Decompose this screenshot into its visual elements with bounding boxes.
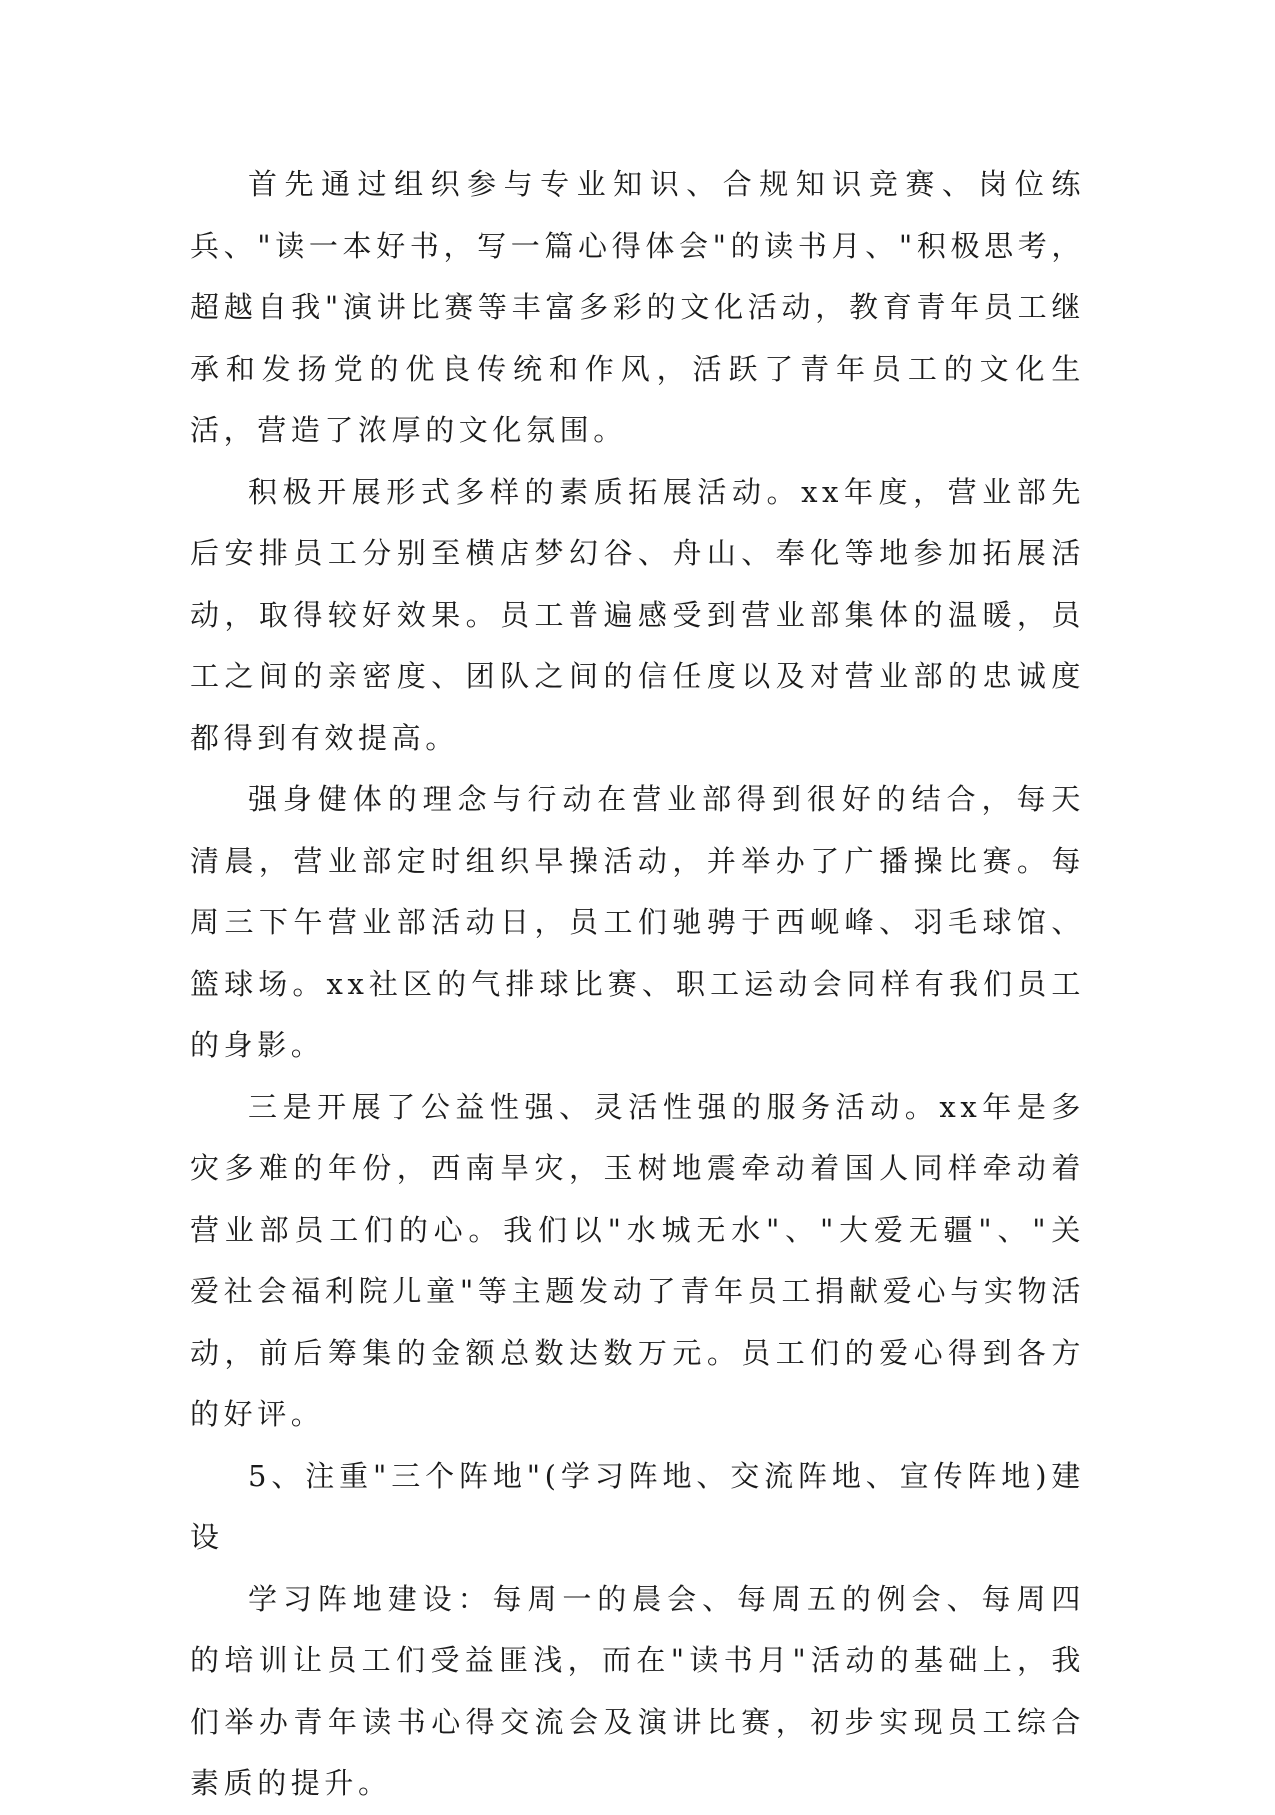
- document-body: [190, 154, 1085, 1815]
- paragraph-outward-bound: 积极开展形式多样的素质拓展活动。xx年度，营业部先后安排员工分别至横店梦幻谷、舟山、奉化等地参加拓展活动，取得较好效果。员工普遍感受到营业部集体的温暖，员工之间的亲密度、团队之间的信任度以及对营业部的忠诚度都得到有效提高。: [190, 474, 1085, 755]
- paragraph-charity: 三是开展了公益性强、灵活性强的服务活动。xx年是多灾多难的年份，西南旱灾，玉树地震牵动着国人同样牵动着营业部员工们的心。我们以"水城无水"、"大爱无疆"、"关爱社会福利院儿童"等主题发动了青年员工捐献爱心与实物活动，前后筹集的金额总数达数万元。员工们的爱心得到各方的好评。: [190, 1089, 1085, 1431]
- section-heading-three-positions: 5、注重"三个阵地"(学习阵地、交流阵地、宣传阵地)建设: [190, 1458, 1085, 1554]
- paragraph-learning-position: 学习阵地建设：每周一的晨会、每周五的例会、每周四的培训让员工们受益匪浅，而在"读书月"活动的基础上，我们举办青年读书心得交流会及演讲比赛，初步实现员工综合素质的提升。: [190, 1581, 1085, 1800]
- paragraph-fitness: 强身健体的理念与行动在营业部得到很好的结合，每天清晨，营业部定时组织早操活动，并举办了广播操比赛。每周三下午营业部活动日，员工们驰骋于西岘峰、羽毛球馆、篮球场。xx社区的气排球比赛、职工运动会同样有我们员工的身影。: [190, 782, 1085, 1062]
- paragraph-culture-activities: 首先通过组织参与专业知识、合规知识竞赛、岗位练兵、"读一本好书，写一篇心得体会"的读书月、"积极思考，超越自我"演讲比赛等丰富多彩的文化活动，教育青年员工继承和发扬党的优良传统和作风，活跃了青年员工的文化生活，营造了浓厚的文化氛围。: [190, 167, 1085, 447]
